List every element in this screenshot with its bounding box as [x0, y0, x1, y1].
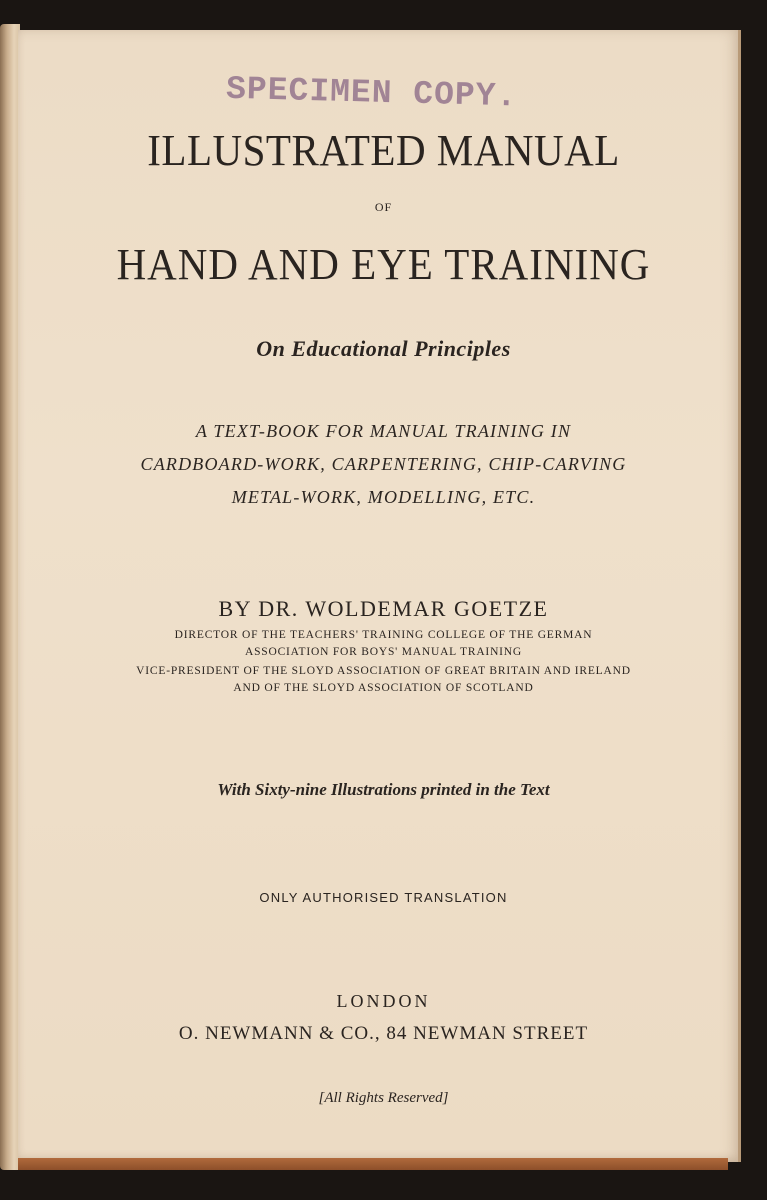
description-line-1: A TEXT-BOOK FOR MANUAL TRAINING IN [195, 421, 572, 441]
specimen-copy-stamp: SPECIMEN COPY. [225, 70, 518, 116]
rights-notice: [All Rights Reserved] [318, 1090, 449, 1106]
author-credential-1: DIRECTOR OF THE TEACHERS' TRAINING COLLEGE OF THE GERMAN [174, 629, 593, 641]
description-line-3: METAL-WORK, MODELLING, ETC. [231, 487, 536, 507]
title-of: OF [374, 200, 393, 214]
illustrations-note: With Sixty-nine Illustrations printed in the Text [217, 780, 550, 799]
author: BY DR. WOLDEMAR GOETZE [218, 596, 549, 621]
book-cover-edge [18, 1158, 728, 1170]
description-line-2: CARDBOARD-WORK, CARPENTERING, CHIP-CARVING [140, 454, 627, 474]
publication-place: LONDON [336, 991, 431, 1011]
subtitle: On Educational Principles [256, 336, 511, 361]
author-credential-2: ASSOCIATION FOR BOYS' MANUAL TRAINING [244, 646, 523, 658]
author-credential-3: VICE-PRESIDENT OF THE SLOYD ASSOCIATION OF GREAT BRITAIN AND IRELAND [136, 665, 631, 677]
title-line-2: HAND AND EYE TRAINING [116, 239, 651, 289]
translation-note: ONLY AUTHORISED TRANSLATION [259, 890, 508, 905]
publisher: O. NEWMANN & CO., 84 NEWMAN STREET [178, 1023, 589, 1044]
author-credential-4: AND OF THE SLOYD ASSOCIATION OF SCOTLAND [233, 682, 534, 694]
title-line-1: ILLUSTRATED MANUAL [147, 125, 620, 175]
